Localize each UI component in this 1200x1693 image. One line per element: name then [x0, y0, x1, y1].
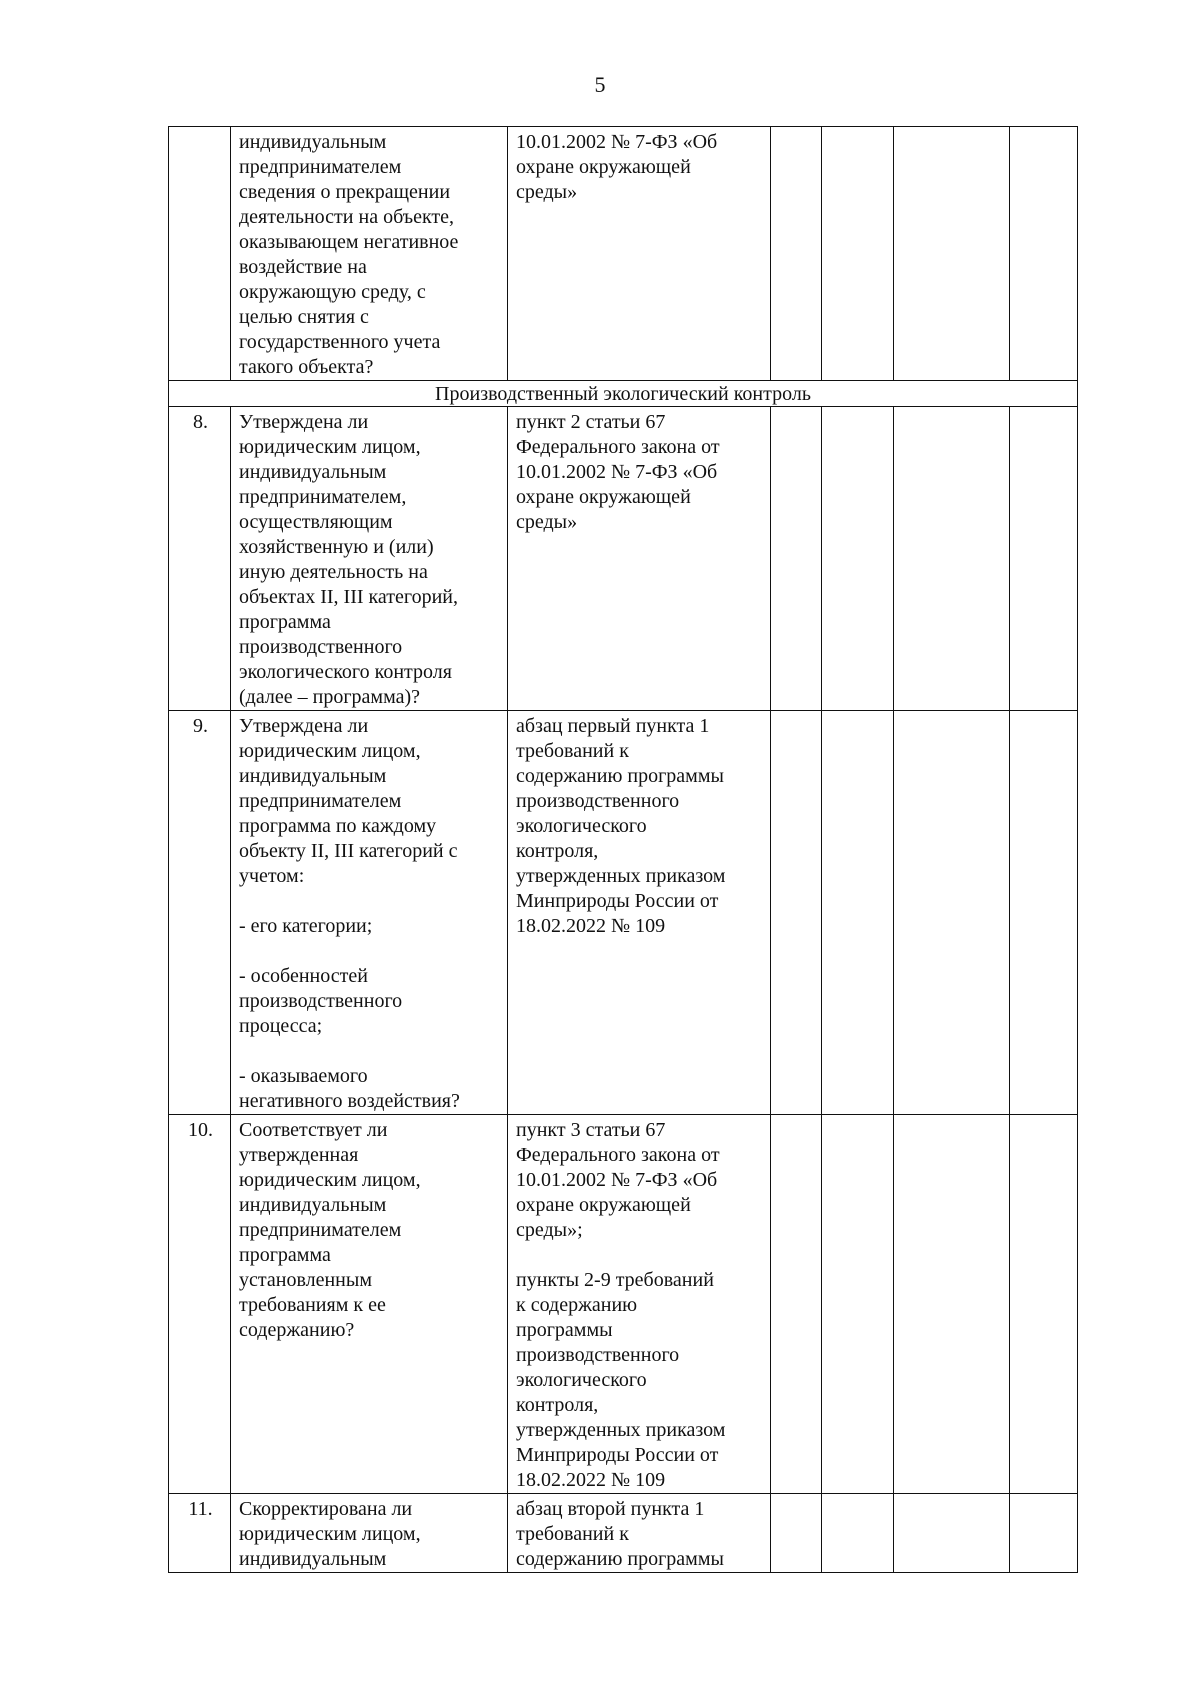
text-line: контроля,	[516, 1394, 599, 1416]
text-line: установленным	[239, 1269, 372, 1291]
text-line: объектах II, III категорий,	[239, 586, 459, 608]
text-line: деятельности на объекте,	[239, 206, 455, 228]
table-row	[169, 711, 1078, 1115]
row-number-cell	[169, 127, 231, 381]
text-line: программа по каждому	[239, 815, 437, 837]
text-line: содержанию программы	[516, 1548, 724, 1570]
text-line: юридическим лицом,	[239, 1169, 421, 1191]
text-line: учетом:	[239, 865, 305, 887]
text-line: предпринимателем	[239, 1219, 402, 1241]
text-line: индивидуальным	[239, 461, 387, 483]
text-line: целью снятия с	[239, 306, 369, 328]
text-line: юридическим лицом,	[239, 436, 421, 458]
text-line: окружающую среду, с	[239, 281, 426, 303]
text-line: Федерального закона от	[516, 1144, 720, 1166]
answer-no-cell[interactable]	[822, 127, 894, 381]
text-line: иную деятельность на	[239, 561, 428, 583]
page-number: 5	[594, 72, 606, 97]
text-line: среды»	[516, 181, 578, 203]
answer-no-cell[interactable]	[822, 711, 894, 1115]
note-cell[interactable]	[1010, 711, 1078, 1115]
text-line: Соответствует ли	[239, 1119, 388, 1141]
answer-not-applicable-cell[interactable]	[894, 407, 1010, 711]
text-line: Федерального закона от	[516, 436, 720, 458]
row-number-cell: 10.	[169, 1115, 231, 1494]
text-line: абзац второй пункта 1	[516, 1498, 705, 1520]
answer-yes-cell[interactable]	[771, 1115, 822, 1494]
text-line: утвержденная	[239, 1144, 359, 1166]
text-line: Минприроды России от	[516, 890, 719, 912]
section-title: Производственный экологический контроль	[169, 381, 1078, 407]
row-number-cell: 8.	[169, 407, 231, 711]
answer-yes-cell[interactable]	[771, 711, 822, 1115]
text-line: хозяйственную и (или)	[239, 536, 434, 558]
text-line: содержанию программы	[516, 765, 724, 787]
text-line: такого объекта?	[239, 356, 374, 378]
text-line: воздействие на	[239, 256, 367, 278]
reference-cell	[508, 127, 771, 381]
text-line: производственного	[516, 1344, 680, 1366]
text-line: юридическим лицом,	[239, 1523, 421, 1545]
text-line: утвержденных приказом	[516, 865, 726, 887]
text-line: сведения о прекращении	[239, 181, 451, 203]
text-line: Утверждена ли	[239, 411, 369, 433]
blank-line	[239, 889, 501, 914]
text-line: государственного учета	[239, 331, 441, 353]
text-line: оказывающем негативное	[239, 231, 459, 253]
text-line: к содержанию	[516, 1294, 638, 1316]
row-number-cell: 9.	[169, 711, 231, 1115]
text-line: пункт 3 статьи 67	[516, 1119, 666, 1141]
text-line: 10.01.2002 № 7-ФЗ «Об	[516, 461, 718, 483]
reference-cell	[508, 1115, 771, 1494]
text-line: 10.01.2002 № 7-ФЗ «Об	[516, 1169, 718, 1191]
reference-cell	[508, 407, 771, 711]
blank-line	[239, 1039, 501, 1064]
text-line: осуществляющим	[239, 511, 393, 533]
note-cell[interactable]	[1010, 1494, 1078, 1573]
blank-line	[516, 1243, 764, 1268]
text-line: индивидуальным	[239, 1548, 387, 1570]
text-line: требований к	[516, 1523, 629, 1545]
text-line: экологического	[516, 1369, 647, 1391]
text-line: Минприроды России от	[516, 1444, 719, 1466]
answer-yes-cell[interactable]	[771, 127, 822, 381]
blank-line	[239, 939, 501, 964]
text-line: объекту II, III категорий с	[239, 840, 458, 862]
table-row	[169, 407, 1078, 711]
answer-not-applicable-cell[interactable]	[894, 1494, 1010, 1573]
note-cell[interactable]	[1010, 407, 1078, 711]
text-line: - оказываемого	[239, 1065, 368, 1087]
text-line: производственного	[239, 636, 403, 658]
text-line: предпринимателем	[239, 156, 402, 178]
answer-not-applicable-cell[interactable]	[894, 1115, 1010, 1494]
text-line: пункты 2-9 требований	[516, 1269, 714, 1291]
text-line: индивидуальным	[239, 765, 387, 787]
text-line: производственного	[516, 790, 680, 812]
text-line: экологического контроля	[239, 661, 452, 683]
text-line: негативного воздействия?	[239, 1090, 460, 1112]
table-row	[169, 1115, 1078, 1494]
text-line: (далее – программа)?	[239, 686, 420, 708]
question-cell	[231, 407, 508, 711]
text-line: - его категории;	[239, 915, 373, 937]
text-line: производственного	[239, 990, 403, 1012]
text-line: требований к	[516, 740, 629, 762]
text-line: пункт 2 статьи 67	[516, 411, 666, 433]
text-line: требованиям к ее	[239, 1294, 386, 1316]
checklist-table	[168, 126, 1078, 1573]
text-line: индивидуальным	[239, 131, 387, 153]
text-line: программа	[239, 611, 331, 633]
reference-cell	[508, 711, 771, 1115]
note-cell[interactable]	[1010, 1115, 1078, 1494]
note-cell[interactable]	[1010, 127, 1078, 381]
text-line: программа	[239, 1244, 331, 1266]
text-line: контроля,	[516, 840, 599, 862]
answer-yes-cell[interactable]	[771, 1494, 822, 1573]
reference-cell	[508, 1494, 771, 1573]
text-line: утвержденных приказом	[516, 1419, 726, 1441]
text-line: Утверждена ли	[239, 715, 369, 737]
question-cell	[231, 127, 508, 381]
text-line: 10.01.2002 № 7-ФЗ «Об	[516, 131, 718, 153]
text-line: охране окружающей	[516, 156, 691, 178]
answer-no-cell[interactable]	[822, 407, 894, 711]
text-line: 18.02.2022 № 109	[516, 915, 666, 937]
text-line: среды»	[516, 511, 578, 533]
table-row	[169, 127, 1078, 381]
answer-yes-cell[interactable]	[771, 407, 822, 711]
text-line: Скорректирована ли	[239, 1498, 413, 1520]
text-line: 18.02.2022 № 109	[516, 1469, 666, 1491]
question-cell	[231, 1494, 508, 1573]
section-header-row	[169, 381, 1078, 407]
text-line: экологического	[516, 815, 647, 837]
question-cell	[231, 711, 508, 1115]
text-line: программы	[516, 1319, 613, 1341]
text-line: предпринимателем,	[239, 486, 407, 508]
answer-no-cell[interactable]	[822, 1115, 894, 1494]
text-line: процесса;	[239, 1015, 323, 1037]
text-line: предпринимателем	[239, 790, 402, 812]
text-line: абзац первый пункта 1	[516, 715, 710, 737]
text-line: содержанию?	[239, 1319, 355, 1341]
answer-no-cell[interactable]	[822, 1494, 894, 1573]
answer-not-applicable-cell[interactable]	[894, 711, 1010, 1115]
text-line: охране окружающей	[516, 486, 691, 508]
table-row	[169, 1494, 1078, 1573]
text-line: охране окружающей	[516, 1194, 691, 1216]
text-line: - особенностей	[239, 965, 368, 987]
question-cell	[231, 1115, 508, 1494]
answer-not-applicable-cell[interactable]	[894, 127, 1010, 381]
text-line: среды»;	[516, 1219, 583, 1241]
text-line: юридическим лицом,	[239, 740, 421, 762]
text-line: индивидуальным	[239, 1194, 387, 1216]
row-number-cell: 11.	[169, 1494, 231, 1573]
